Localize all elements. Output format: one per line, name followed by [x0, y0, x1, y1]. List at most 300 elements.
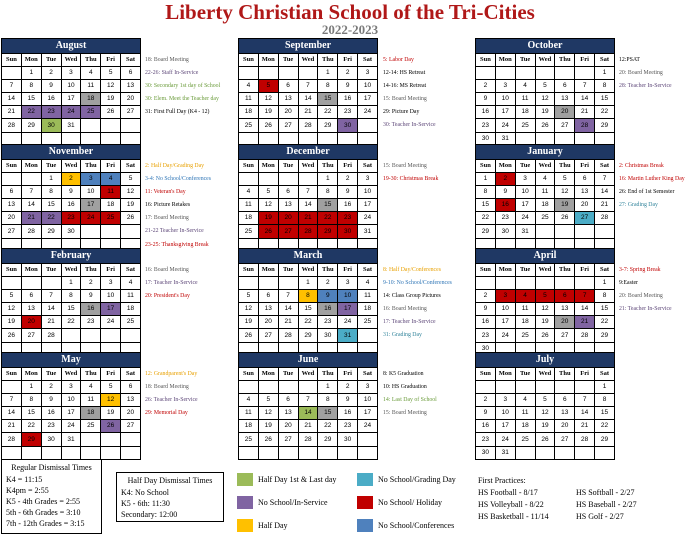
- event-note: 15: Board Meeting: [383, 163, 427, 169]
- day-cell: 19: [258, 420, 278, 433]
- empty-cell: [239, 277, 259, 290]
- day-cell: 18: [239, 212, 259, 225]
- day-cell: 18: [81, 93, 101, 106]
- day-cell: 23: [338, 106, 358, 119]
- day-cell: 14: [2, 407, 22, 420]
- empty-cell: [278, 446, 298, 459]
- legend-swatch-holiday: [357, 496, 373, 509]
- event-note: 26: Teacher In-Service: [145, 397, 198, 404]
- month-notes: [145, 264, 243, 303]
- legend-swatch-half-first-last: [237, 473, 253, 486]
- day-cell: 11: [239, 199, 259, 212]
- day-cell: 21: [575, 316, 595, 329]
- day-cell: 1: [21, 381, 41, 394]
- day-cell: 10: [61, 80, 81, 93]
- day-cell: 17: [101, 303, 121, 316]
- weekday-header: Wed: [61, 54, 81, 67]
- day-cell: 12: [101, 394, 121, 407]
- day-cell: 24: [495, 119, 515, 132]
- day-cell: 20: [121, 93, 141, 106]
- day-cell: 10: [101, 290, 121, 303]
- day-cell: 1: [318, 173, 338, 186]
- empty-cell: [358, 119, 378, 132]
- day-cell: 19: [2, 316, 22, 329]
- day-cell: 29: [595, 329, 615, 342]
- day-cell: 1: [298, 277, 318, 290]
- event-note: 14: Last Day of School: [383, 397, 437, 404]
- day-cell: 17: [495, 316, 515, 329]
- day-cell: 23: [41, 106, 61, 119]
- weekday-header: Mon: [21, 160, 41, 173]
- day-cell: 26: [258, 119, 278, 132]
- day-cell: 19: [101, 407, 121, 420]
- day-cell: 28: [298, 225, 318, 238]
- day-cell: 24: [495, 329, 515, 342]
- day-cell: 30: [476, 342, 496, 355]
- day-cell: 13: [121, 80, 141, 93]
- month-january: [475, 144, 615, 252]
- day-cell: 22: [298, 316, 318, 329]
- empty-cell: [258, 381, 278, 394]
- weekday-header: Mon: [495, 160, 515, 173]
- empty-cell: [2, 381, 22, 394]
- weekday-header: Mon: [495, 368, 515, 381]
- day-cell: 21: [298, 106, 318, 119]
- empty-cell: [575, 225, 595, 238]
- weekday-header: Thu: [555, 264, 575, 277]
- day-cell: 25: [121, 316, 141, 329]
- weekday-header: Tue: [278, 368, 298, 381]
- day-cell: 13: [278, 199, 298, 212]
- day-cell: 8: [318, 80, 338, 93]
- day-cell: 5: [535, 290, 555, 303]
- empty-cell: [278, 277, 298, 290]
- day-cell: 24: [61, 106, 81, 119]
- weekday-header: Thu: [81, 368, 101, 381]
- day-cell: 6: [278, 394, 298, 407]
- day-cell: 20: [555, 106, 575, 119]
- event-note: 14-16: MS Retreat: [383, 83, 427, 90]
- month-title: March: [239, 249, 378, 264]
- day-cell: 12: [535, 407, 555, 420]
- day-cell: 6: [575, 173, 595, 186]
- day-cell: 19: [239, 316, 259, 329]
- weekday-header: Sun: [239, 160, 259, 173]
- day-cell: 16: [318, 303, 338, 316]
- event-note: 5: Labor Day: [383, 57, 414, 63]
- day-cell: 1: [476, 173, 496, 186]
- month-title: April: [476, 249, 615, 264]
- day-cell: 21: [278, 316, 298, 329]
- empty-cell: [298, 173, 318, 186]
- day-cell: 18: [515, 316, 535, 329]
- day-cell: 28: [278, 329, 298, 342]
- day-cell: 23: [476, 119, 496, 132]
- empty-cell: [298, 67, 318, 80]
- weekday-header: Sun: [476, 160, 496, 173]
- empty-cell: [258, 446, 278, 459]
- day-cell: 13: [21, 303, 41, 316]
- day-cell: 19: [101, 93, 121, 106]
- month-title: August: [2, 39, 141, 54]
- day-cell: 29: [318, 119, 338, 132]
- day-cell: 9: [81, 290, 101, 303]
- empty-cell: [81, 433, 101, 446]
- day-cell: 24: [358, 212, 378, 225]
- day-cell: 7: [298, 80, 318, 93]
- day-cell: 14: [298, 407, 318, 420]
- day-cell: 10: [81, 186, 101, 199]
- month-november: [1, 144, 141, 252]
- day-cell: 15: [61, 303, 81, 316]
- day-cell: 6: [121, 67, 141, 80]
- day-cell: 5: [555, 173, 575, 186]
- empty-cell: [278, 173, 298, 186]
- event-note: 15: Board Meeting: [383, 410, 427, 417]
- practice-item: HS Basketball - 11/14: [478, 512, 549, 521]
- school-year: 2022-2023: [321, 22, 379, 37]
- weekday-header: Fri: [338, 160, 358, 173]
- day-cell: 8: [318, 186, 338, 199]
- legend-label: No School/Grading Day: [378, 475, 456, 484]
- day-cell: 23: [81, 316, 101, 329]
- empty-cell: [121, 119, 141, 132]
- day-cell: 3: [61, 67, 81, 80]
- weekday-header: Fri: [338, 368, 358, 381]
- day-cell: 4: [239, 186, 259, 199]
- weekday-header: Tue: [41, 368, 61, 381]
- day-cell: 2: [338, 381, 358, 394]
- day-cell: 4: [101, 173, 121, 186]
- day-cell: 13: [555, 93, 575, 106]
- legend-label: Half Day 1st & Last day: [258, 475, 337, 484]
- weekday-header: Tue: [515, 368, 535, 381]
- legend-label: No School/In-Service: [258, 498, 328, 507]
- empty-cell: [258, 67, 278, 80]
- day-cell: 21: [595, 199, 615, 212]
- month-notes: [383, 160, 481, 186]
- day-cell: 10: [61, 394, 81, 407]
- event-note: 10: HS Graduation: [383, 384, 427, 391]
- day-cell: 5: [2, 290, 22, 303]
- event-note: 20: Board Meeting: [619, 70, 663, 77]
- weekday-header: Sat: [595, 160, 615, 173]
- day-cell: 1: [318, 381, 338, 394]
- day-cell: 30: [41, 433, 61, 446]
- day-cell: 9: [318, 290, 338, 303]
- day-cell: 6: [2, 186, 22, 199]
- day-cell: 16: [61, 199, 81, 212]
- empty-cell: [2, 277, 22, 290]
- day-cell: 3: [61, 381, 81, 394]
- weekday-header: Sun: [2, 368, 22, 381]
- day-cell: 15: [21, 93, 41, 106]
- weekday-header: Tue: [278, 54, 298, 67]
- day-cell: 25: [515, 119, 535, 132]
- weekday-header: Tue: [515, 160, 535, 173]
- event-note: 12: Grandparent's Day: [145, 371, 198, 377]
- day-cell: 8: [298, 290, 318, 303]
- day-cell: 3: [338, 277, 358, 290]
- day-cell: 16: [476, 106, 496, 119]
- day-cell: 20: [575, 199, 595, 212]
- day-cell: 11: [81, 394, 101, 407]
- day-cell: 5: [101, 67, 121, 80]
- event-note: 19-30: Christmas Break: [383, 176, 439, 183]
- weekday-header: Sat: [358, 160, 378, 173]
- empty-cell: [515, 381, 535, 394]
- empty-cell: [81, 225, 101, 238]
- weekday-header: Wed: [298, 368, 318, 381]
- month-title: January: [476, 145, 615, 160]
- weekday-header: Sun: [2, 54, 22, 67]
- day-cell: 10: [495, 93, 515, 106]
- day-cell: 9: [476, 303, 496, 316]
- weekday-header: Tue: [278, 160, 298, 173]
- month-notes: [383, 54, 481, 133]
- day-cell: 27: [555, 433, 575, 446]
- day-cell: 2: [41, 67, 61, 80]
- event-note: 30: Elem. Meet the Teacher day: [145, 96, 219, 103]
- day-cell: 3: [101, 277, 121, 290]
- day-cell: 16: [338, 407, 358, 420]
- day-cell: 7: [298, 394, 318, 407]
- empty-cell: [298, 446, 318, 459]
- event-note: 23-25: Thanksgiving Break: [145, 241, 209, 248]
- day-cell: 17: [495, 420, 515, 433]
- empty-cell: [595, 225, 615, 238]
- day-cell: 18: [358, 303, 378, 316]
- weekday-header: Thu: [555, 54, 575, 67]
- event-note: 16: Board Meeting: [383, 306, 427, 313]
- day-cell: 2: [338, 173, 358, 186]
- day-cell: 9: [338, 80, 358, 93]
- day-cell: 13: [575, 186, 595, 199]
- day-cell: 16: [476, 420, 496, 433]
- day-cell: 10: [358, 80, 378, 93]
- month-march: [238, 248, 378, 356]
- day-cell: 9: [41, 394, 61, 407]
- day-cell: 14: [595, 186, 615, 199]
- empty-cell: [535, 446, 555, 459]
- day-cell: 31: [515, 225, 535, 238]
- day-cell: 21: [298, 420, 318, 433]
- empty-cell: [81, 329, 101, 342]
- day-cell: 3: [495, 290, 515, 303]
- event-note: 30: Teacher In-Service: [383, 122, 436, 129]
- day-cell: 23: [338, 420, 358, 433]
- event-note: 22-26: Staff In-Service: [145, 70, 199, 77]
- event-note: 20: Board Meeting: [619, 293, 663, 300]
- day-cell: 5: [535, 394, 555, 407]
- empty-cell: [2, 173, 22, 186]
- day-cell: 8: [595, 290, 615, 303]
- weekday-header: Tue: [41, 54, 61, 67]
- practice-item: HS Golf - 2/27: [576, 512, 624, 521]
- weekday-header: Wed: [535, 368, 555, 381]
- event-note: 30: Secondary 1st day of School: [145, 83, 221, 90]
- day-cell: 28: [298, 119, 318, 132]
- day-cell: 30: [476, 132, 496, 145]
- half-day-line: K4: No School: [121, 488, 169, 497]
- day-cell: 18: [535, 199, 555, 212]
- day-cell: 25: [535, 212, 555, 225]
- day-cell: 5: [258, 80, 278, 93]
- day-cell: 2: [495, 173, 515, 186]
- event-note: 16: Board Meeting: [145, 267, 189, 273]
- day-cell: 22: [318, 420, 338, 433]
- day-cell: 28: [595, 212, 615, 225]
- legend-swatch-in-service: [237, 496, 253, 509]
- day-cell: 6: [278, 80, 298, 93]
- day-cell: 6: [555, 290, 575, 303]
- day-cell: 20: [278, 212, 298, 225]
- weekday-header: Wed: [298, 160, 318, 173]
- day-cell: 27: [278, 433, 298, 446]
- weekday-header: Sat: [595, 264, 615, 277]
- day-cell: 6: [555, 394, 575, 407]
- empty-cell: [101, 119, 121, 132]
- day-cell: 30: [61, 225, 81, 238]
- day-cell: 7: [2, 394, 22, 407]
- day-cell: 25: [239, 119, 259, 132]
- day-cell: 29: [595, 119, 615, 132]
- day-cell: 25: [515, 329, 535, 342]
- weekday-header: Fri: [575, 160, 595, 173]
- day-cell: 24: [495, 433, 515, 446]
- day-cell: 28: [2, 119, 22, 132]
- weekday-header: Tue: [515, 264, 535, 277]
- event-note: 17: Teacher In-Service: [383, 319, 436, 326]
- empty-cell: [278, 67, 298, 80]
- dismissal-line: 5th - 6th Grades = 3:10: [6, 508, 81, 517]
- day-cell: 22: [318, 212, 338, 225]
- day-cell: 7: [575, 290, 595, 303]
- day-cell: 26: [121, 212, 141, 225]
- day-cell: 26: [535, 329, 555, 342]
- day-cell: 9: [61, 186, 81, 199]
- day-cell: 15: [318, 199, 338, 212]
- event-note: 26: End of 1st Semester: [619, 189, 675, 196]
- day-cell: 6: [258, 290, 278, 303]
- weekday-header: Tue: [41, 160, 61, 173]
- day-cell: 10: [338, 290, 358, 303]
- weekday-header: Tue: [278, 264, 298, 277]
- day-cell: 22: [595, 316, 615, 329]
- day-cell: 23: [41, 420, 61, 433]
- weekday-header: Tue: [515, 54, 535, 67]
- day-cell: 4: [81, 67, 101, 80]
- day-cell: 5: [101, 381, 121, 394]
- day-cell: 21: [2, 106, 22, 119]
- day-cell: 12: [2, 303, 22, 316]
- weekday-header: Thu: [318, 160, 338, 173]
- event-note: 8: Half Day/Conferences: [383, 267, 441, 273]
- day-cell: 9: [476, 93, 496, 106]
- page-title: Liberty Christian School of the Tri-Cities: [165, 0, 535, 24]
- day-cell: 26: [258, 433, 278, 446]
- day-cell: 28: [575, 433, 595, 446]
- empty-cell: [298, 381, 318, 394]
- weekday-header: Sat: [121, 160, 141, 173]
- empty-cell: [239, 67, 259, 80]
- day-cell: 18: [239, 420, 259, 433]
- day-cell: 25: [239, 225, 259, 238]
- day-cell: 6: [278, 186, 298, 199]
- day-cell: 12: [258, 93, 278, 106]
- weekday-header: Fri: [338, 264, 358, 277]
- empty-cell: [535, 67, 555, 80]
- event-note: 3-4: No School/Conferences: [145, 176, 212, 183]
- day-cell: 5: [535, 80, 555, 93]
- event-note: 21: Teacher In-Service: [619, 306, 672, 313]
- day-cell: 12: [258, 199, 278, 212]
- empty-cell: [121, 225, 141, 238]
- weekday-header: Mon: [21, 54, 41, 67]
- day-cell: 25: [239, 433, 259, 446]
- empty-cell: [101, 225, 121, 238]
- event-note: 3-7: Spring Break: [619, 267, 661, 273]
- day-cell: 25: [358, 316, 378, 329]
- day-cell: 8: [21, 80, 41, 93]
- weekday-header: Fri: [338, 54, 358, 67]
- day-cell: 14: [21, 199, 41, 212]
- day-cell: 14: [298, 93, 318, 106]
- day-cell: 4: [81, 381, 101, 394]
- legend-swatch-grading: [357, 473, 373, 486]
- day-cell: 2: [338, 67, 358, 80]
- event-note: 8: K5 Graduation: [383, 371, 424, 377]
- month-notes: [619, 54, 700, 93]
- weekday-header: Mon: [21, 368, 41, 381]
- day-cell: 26: [555, 212, 575, 225]
- day-cell: 17: [61, 93, 81, 106]
- month-october: [475, 38, 615, 146]
- day-cell: 14: [298, 199, 318, 212]
- day-cell: 10: [495, 303, 515, 316]
- half-day-dismissal-box: [116, 472, 224, 522]
- day-cell: 1: [21, 67, 41, 80]
- day-cell: 3: [81, 173, 101, 186]
- day-cell: 12: [555, 186, 575, 199]
- day-cell: 12: [239, 303, 259, 316]
- day-cell: 4: [358, 277, 378, 290]
- day-cell: 5: [239, 290, 259, 303]
- event-note: 29: Memorial Day: [145, 410, 188, 417]
- day-cell: 22: [318, 106, 338, 119]
- weekday-header: Sun: [239, 264, 259, 277]
- event-note: 2: Christmas Break: [619, 163, 664, 169]
- day-cell: 22: [41, 212, 61, 225]
- month-notes: [145, 160, 243, 252]
- day-cell: 19: [535, 316, 555, 329]
- day-cell: 25: [515, 433, 535, 446]
- month-notes: [383, 264, 481, 343]
- day-cell: 14: [2, 93, 22, 106]
- day-cell: 28: [21, 225, 41, 238]
- event-note: 20: President's Day: [145, 293, 190, 300]
- day-cell: 23: [476, 433, 496, 446]
- weekday-header: Mon: [258, 264, 278, 277]
- weekday-header: Sun: [239, 368, 259, 381]
- day-cell: 21: [298, 212, 318, 225]
- day-cell: 27: [258, 329, 278, 342]
- weekday-header: Mon: [258, 54, 278, 67]
- day-cell: 7: [21, 186, 41, 199]
- regular-dismissal-box: [1, 459, 102, 534]
- day-cell: 11: [121, 290, 141, 303]
- day-cell: 18: [81, 407, 101, 420]
